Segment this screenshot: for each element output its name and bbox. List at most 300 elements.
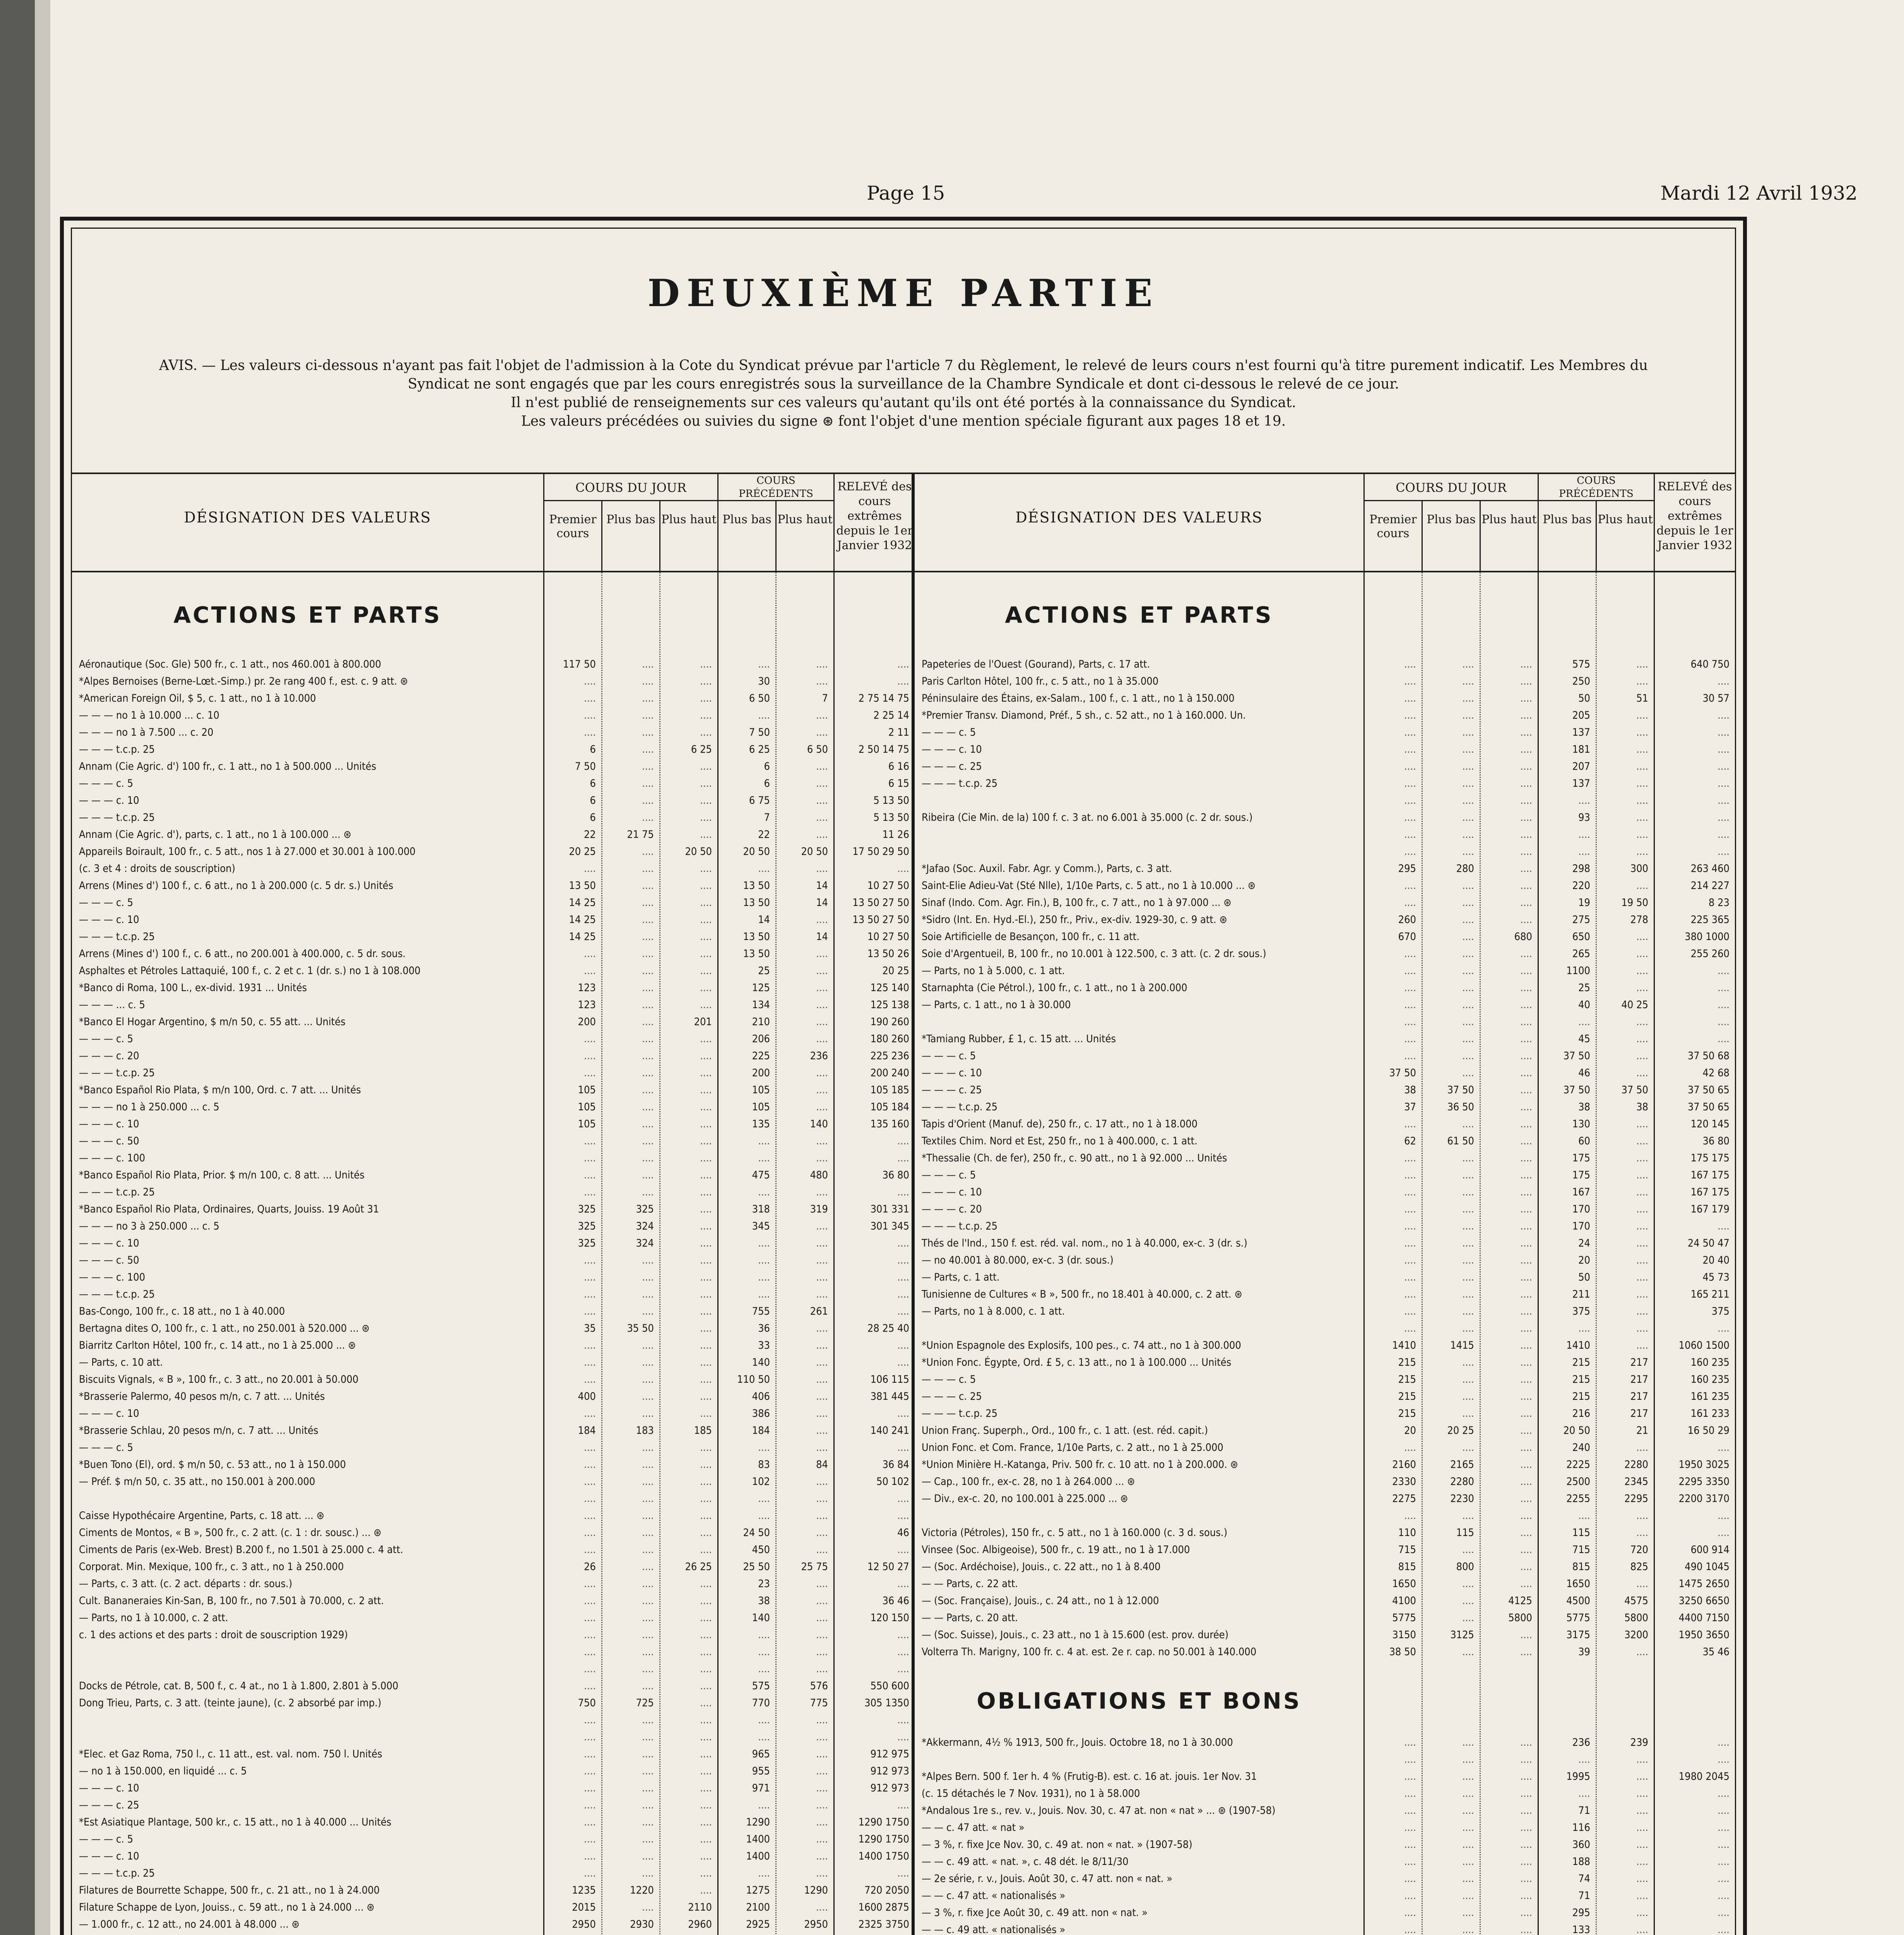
security-name: *Alpes Bernoises (Berne-Lœt.-Simp.) pr. 2e rang 400 f., est. c. 9 att. ⊛ [79,675,408,687]
table-row [72,928,912,945]
price-cell: 130 [1572,1118,1590,1130]
price-cell: 71 [1578,1890,1590,1902]
price-cell: 25 75 [801,1561,828,1573]
price-cell: .... [642,1356,654,1368]
price-cell: .... [1462,829,1474,841]
price-cell: .... [1520,863,1532,875]
price-cell: .... [1636,1169,1648,1181]
price-cell: 236 [810,1050,828,1062]
security-name: — — — t.c.p. 25 [79,1867,155,1879]
releve-cell: .... [1718,1753,1730,1765]
price-cell: .... [642,948,654,960]
price-cell: .... [1520,1805,1532,1817]
price-cell: 7 [764,812,770,824]
price-cell: .... [700,1220,712,1232]
price-cell: 325 [636,1203,654,1215]
releve-cell: .... [897,1578,909,1590]
table-row [72,962,912,979]
security-name: — — c. 49 att. « nat. », c. 48 dét. le 8/11/30 [922,1856,1129,1868]
releve-cell: 2200 3170 [1678,1493,1730,1505]
price-cell: .... [816,1476,828,1488]
price-cell: .... [1636,1067,1648,1079]
price-cell: .... [816,1408,828,1420]
price-cell: .... [584,1033,596,1045]
price-cell: .... [1636,1510,1648,1522]
price-cell: 38 50 [1389,1646,1416,1658]
security-name: — — — c. 10 [79,1237,139,1249]
price-cell: 36 50 [1447,1101,1474,1113]
price-cell: 215 [1398,1356,1416,1368]
security-name: Union Franç. Superph., Ord., 100 fr., c. 1 att. (est. réd. capit.) [922,1425,1208,1437]
price-cell: 2950 [572,1918,596,1930]
price-cell: 33 [758,1339,770,1351]
security-name: Ciments de Paris (ex-Web. Brest) B.200 f., no 1.501 à 25.000 c. 4 att. [79,1544,403,1556]
releve-cell: 106 115 [870,1373,909,1385]
price-cell: .... [1404,1016,1416,1028]
releve-cell: .... [1718,1527,1730,1539]
releve-cell: 161 235 [1690,1390,1730,1402]
security-name: — — — no 1 à 10.000 ... c. 10 [79,709,219,721]
security-name: Ciments de Montos, « B », 500 fr., c. 2 att. (c. 1 : dr. sousc.) ... ⊛ [79,1527,381,1539]
table-row [72,1439,912,1456]
security-name: Annam (Cie Agric. d'), parts, c. 1 att., no 1 à 100.000 ... ⊛ [79,829,352,841]
price-cell: .... [584,692,596,704]
price-cell: 123 [578,999,596,1011]
price-cell: .... [642,1595,654,1607]
price-cell: .... [1520,1442,1532,1454]
price-cell: 225 [752,1050,770,1062]
security-name: — Div., ex-c. 20, no 100.001 à 225.000 ... ⊛ [922,1493,1128,1505]
table-row [72,1848,912,1865]
security-name: — — — c. 10 [922,1067,982,1079]
price-cell: .... [642,795,654,807]
price-cell: .... [1404,1856,1416,1868]
price-cell: 250 [1572,675,1590,687]
price-cell: 2280 [1450,1476,1474,1488]
price-cell: .... [1636,1305,1648,1317]
notice-line: Les valeurs précédées ou suivies du signe ⊛ font l'objet d'une mention spéciale figurant aux pages 18 et 19. [521,413,1286,429]
price-cell: .... [584,1476,596,1488]
price-cell: 1995 [1566,1771,1590,1783]
releve-cell: 301 345 [870,1220,909,1232]
releve-cell: 125 138 [870,999,909,1011]
price-cell: .... [642,1169,654,1181]
price-cell: 2345 [1624,1476,1648,1488]
price-cell: .... [584,675,596,687]
security-name: — — — c. 10 [922,1186,982,1198]
security-name: — — — c. 10 [79,1850,139,1862]
security-name: — 3 %, r. fixe Jce Août 30, c. 49 att. non « nat. » [922,1907,1148,1919]
price-cell: 61 50 [1447,1135,1474,1147]
price-cell: .... [642,743,654,755]
price-cell: 1235 [572,1884,596,1896]
price-cell: .... [1520,999,1532,1011]
price-cell: 74 [1578,1873,1590,1885]
releve-cell: 17 50 29 50 [852,846,909,858]
price-cell: .... [816,965,828,977]
price-cell: 134 [752,999,770,1011]
price-cell: .... [1636,1135,1648,1147]
price-cell: 4125 [1508,1595,1532,1607]
price-cell: 345 [752,1220,770,1232]
price-cell: 2960 [688,1918,712,1930]
price-cell: .... [584,1169,596,1181]
price-cell: 137 [1572,777,1590,789]
price-cell: 236 [1572,1736,1590,1748]
price-cell: .... [1462,999,1474,1011]
price-cell: .... [1578,829,1590,841]
price-cell: .... [1404,675,1416,687]
table-row [915,1099,1735,1116]
price-cell: .... [1520,1033,1532,1045]
releve-cell: 30 57 [1702,692,1730,704]
releve-cell: 10 27 50 [867,880,909,892]
price-cell: .... [1462,948,1474,960]
price-cell: .... [1404,1510,1416,1522]
price-cell: .... [1636,760,1648,772]
price-cell: .... [700,1782,712,1794]
price-cell: .... [642,1118,654,1130]
table-row [72,1082,912,1099]
table-row [72,707,912,724]
price-cell: .... [816,1799,828,1811]
security-name: — — — c. 5 [79,1033,133,1045]
price-cell: 23 [758,1578,770,1590]
releve-cell: .... [1718,1907,1730,1919]
price-cell: .... [700,1765,712,1777]
releve-cell: .... [1718,1736,1730,1748]
price-cell: .... [1404,1442,1416,1454]
price-cell: 175 [1572,1169,1590,1181]
table-row [915,1133,1735,1150]
price-cell: .... [758,1867,770,1879]
table-row [915,724,1735,741]
price-cell: 83 [758,1459,770,1471]
price-cell: .... [700,658,712,670]
price-cell: 19 50 [1621,897,1648,909]
price-cell: .... [584,1578,596,1590]
table-row [72,1797,912,1814]
security-name: Biscuits Vignals, « B », 100 fr., c. 3 att., no 20.001 à 50.000 [79,1373,359,1385]
price-cell: .... [584,709,596,721]
security-name: — — Parts, c. 22 att. [922,1578,1018,1590]
price-cell: .... [642,1186,654,1198]
price-cell: .... [584,1595,596,1607]
price-cell: .... [816,1442,828,1454]
releve-cell: .... [897,1629,909,1641]
table-row [915,758,1735,775]
price-cell: .... [1404,897,1416,909]
price-cell: .... [1462,1237,1474,1249]
price-cell: .... [1462,1169,1474,1181]
price-cell: .... [1462,1771,1474,1783]
price-cell: .... [1636,1288,1648,1300]
releve-cell: 160 235 [1690,1356,1730,1368]
price-cell: .... [1578,1016,1590,1028]
price-cell: .... [642,1510,654,1522]
table-row [72,673,912,690]
table-row [72,1456,912,1473]
price-cell: 200 [752,1067,770,1079]
price-cell: 215 [1398,1408,1416,1420]
table-row [72,1218,912,1235]
security-name: *Premier Transv. Diamond, Préf., 5 sh., c. 52 att., no 1 à 160.000. Un. [922,709,1246,721]
security-name: — 1.000 fr., c. 12 att., no 24.001 à 48.000 ... ⊛ [79,1918,300,1930]
releve-cell: 46 [897,1527,909,1539]
price-cell: 46 [1578,1067,1590,1079]
price-cell: .... [1462,1016,1474,1028]
price-cell: .... [642,863,654,875]
table-row [915,775,1735,792]
releve-cell: 135 160 [870,1118,909,1130]
table-row [915,1904,1735,1921]
price-cell: .... [1462,1612,1474,1624]
section-title-obligations: OBLIGATIONS ET BONS [977,1688,1302,1714]
releve-cell: .... [1718,1033,1730,1045]
price-cell: .... [700,948,712,960]
price-cell: .... [584,1612,596,1624]
prec-plus-haut-header: Plus haut [775,501,833,571]
price-cell: .... [1404,999,1416,1011]
price-cell: .... [1636,675,1648,687]
price-cell: 216 [1572,1408,1590,1420]
releve-cell: 167 175 [1690,1169,1730,1181]
table-row [915,1201,1735,1218]
price-cell: .... [1462,1373,1474,1385]
price-cell: 775 [810,1697,828,1709]
price-cell: 6 [590,812,596,824]
inner-frame [71,228,1736,1935]
releve-cell: 125 140 [870,982,909,994]
price-cell: .... [1404,1822,1416,1834]
price-cell: .... [584,1850,596,1862]
releve-cell: .... [1718,1510,1730,1522]
table-row [72,1099,912,1116]
price-cell: .... [584,1373,596,1385]
price-cell: .... [758,1731,770,1743]
security-name: — — — t.c.p. 25 [79,1067,155,1079]
price-cell: .... [700,1612,712,1624]
security-name: Asphaltes et Pétroles Lattaquié, 100 f., c. 2 et c. 1 (dr. s.) no 1 à 108.000 [79,965,421,977]
price-cell: .... [584,1782,596,1794]
price-cell: .... [1404,1050,1416,1062]
table-row [72,997,912,1014]
table-row [72,1031,912,1048]
security-name: — — — c. 5 [922,1169,976,1181]
table-row [915,997,1735,1014]
price-cell: .... [1404,1237,1416,1249]
table-row [915,962,1735,979]
releve-cell: 28 25 40 [867,1322,909,1334]
price-cell: 406 [752,1390,770,1402]
price-cell: .... [700,1271,712,1283]
price-cell: 755 [752,1305,770,1317]
security-name: — Cap., 100 fr., ex-c. 28, no 1 à 264.000 ... ⊛ [922,1476,1135,1488]
releve-cell: 1950 3650 [1678,1629,1730,1641]
security-name: — Parts, c. 1 att., no 1 à 30.000 [922,999,1071,1011]
table-row [72,911,912,928]
price-cell: 20 25 [1447,1425,1474,1437]
table-row [72,1201,912,1218]
releve-cell: .... [1718,829,1730,841]
price-cell: .... [700,1237,712,1249]
table-row [915,860,1735,877]
price-cell: .... [1520,1459,1532,1471]
releve-cell: 120 150 [870,1612,909,1624]
table-row [72,656,912,673]
price-cell: .... [700,692,712,704]
price-cell: 1400 [746,1833,770,1845]
price-cell: 750 [578,1697,596,1709]
security-name: — — c. 47 att. « nationalisés » [922,1890,1066,1902]
price-cell: .... [1520,743,1532,755]
releve-cell: .... [1718,795,1730,807]
price-cell: 725 [636,1697,654,1709]
price-cell: 720 [1630,1544,1648,1556]
releve-cell: 301 331 [870,1203,909,1215]
price-cell: .... [816,829,828,841]
price-cell: 211 [1572,1288,1590,1300]
price-cell: .... [758,1135,770,1147]
price-cell: 20 [1404,1425,1416,1437]
security-name: — (Soc. Française), Jouis., c. 24 att., no 1 à 12.000 [922,1595,1159,1607]
price-cell: .... [1520,1135,1532,1147]
price-cell: 13 50 [743,931,770,943]
price-cell: .... [584,1339,596,1351]
table-row [72,1048,912,1065]
price-cell: 37 [1404,1101,1416,1113]
price-cell: .... [1404,1805,1416,1817]
price-cell: .... [1462,982,1474,994]
table-row [915,1541,1735,1558]
security-name: — — — c. 20 [922,1203,982,1215]
releve-cell: 20 40 [1702,1254,1730,1266]
releve-cell: .... [897,1544,909,1556]
price-cell: .... [642,1305,654,1317]
price-cell: .... [1462,1510,1474,1522]
table-row [72,1422,912,1439]
security-name: Caisse Hypothécaire Argentine, Parts, c. 18 att. ... ⊛ [79,1510,325,1522]
security-name: Volterra Th. Marigny, 100 fr. c. 4 at. est. 2e r. cap. no 50.001 à 140.000 [922,1646,1257,1658]
price-cell: .... [1462,1544,1474,1556]
security-name: — — — c. 25 [922,1390,982,1402]
security-name: *Alpes Bern. 500 f. 1er h. 4 % (Frutig-B). est. c. 16 at. jouis. 1er Nov. 31 [922,1771,1257,1783]
price-cell: 680 [1514,931,1532,943]
price-cell: 825 [1630,1561,1648,1573]
price-cell: 576 [810,1680,828,1692]
premier-cours-header: Premier cours [543,501,601,571]
releve-cell: 16 50 29 [1687,1425,1730,1437]
security-name: Soie d'Argentueil, B, 100 fr., no 10.001 à 122.500, c. 3 att. (c. 2 dr. sous.) [922,948,1266,960]
price-cell: 125 [752,982,770,994]
price-cell: .... [816,1595,828,1607]
price-cell: .... [1520,1271,1532,1283]
price-cell: .... [816,1527,828,1539]
price-cell: .... [700,1527,712,1539]
price-cell: .... [700,1033,712,1045]
price-cell: .... [700,1799,712,1811]
security-name: Péninsulaire des Étains, ex-Salam., 100 f., c. 1 att., no 1 à 150.000 [922,692,1235,704]
releve-cell: 105 185 [870,1084,909,1096]
price-cell: .... [1636,777,1648,789]
price-cell: 105 [578,1101,596,1113]
price-cell: .... [1520,1288,1532,1300]
security-name: *Andalous 1re s., rev. v., Jouis. Nov. 30, c. 47 at. non « nat » ... ⊛ (1907-58) [922,1805,1276,1817]
price-cell: .... [1636,1050,1648,1062]
price-cell: .... [1462,1890,1474,1902]
price-cell: .... [700,1305,712,1317]
price-cell: .... [1404,692,1416,704]
table-row [72,945,912,962]
releve-cell: 175 175 [1690,1152,1730,1164]
security-name: *Banco di Roma, 100 L., ex-divid. 1931 ... Unités [79,982,307,994]
security-name: (c. 3 et 4 : droits de souscription) [79,863,236,875]
price-cell: .... [1636,1033,1648,1045]
price-cell: .... [642,1527,654,1539]
table-row [915,1405,1735,1422]
security-name: Bertagna dites O, 100 fr., c. 1 att., no 250.001 à 520.000 ... ⊛ [79,1322,370,1334]
price-cell: .... [1520,726,1532,738]
page-binding-edge [35,0,50,1935]
table-row [915,1473,1735,1490]
security-name: Thés de l'Ind., 150 f. est. réd. val. nom., no 1 à 40.000, ex-c. 3 (dr. s.) [922,1237,1247,1249]
price-cell: .... [642,1765,654,1777]
table-row [72,1388,912,1405]
table-row [72,979,912,997]
security-name: (c. 15 détachés le 7 Nov. 1931), no 1 à 58.000 [922,1788,1140,1800]
security-name: — — — no 1 à 250.000 ... c. 5 [79,1101,219,1113]
column-header [915,474,1735,572]
price-cell: .... [642,1901,654,1913]
security-name: Papeteries de l'Ouest (Gourand), Parts, c. 17 att. [922,658,1150,670]
price-cell: .... [1462,1856,1474,1868]
security-name: Ribeira (Cie Min. de la) 100 f. c. 3 at. no 6.001 à 35.000 (c. 2 dr. sous.) [922,812,1253,824]
price-cell: .... [816,760,828,772]
price-cell: 217 [1630,1390,1648,1402]
security-name: Filature Schappe de Lyon, Jouiss., c. 59 att., no 1 à 24.000 ... ⊛ [79,1901,375,1913]
price-cell: 815 [1572,1561,1590,1573]
price-cell: .... [1636,965,1648,977]
security-name: Corporat. Min. Mexique, 100 fr., c. 3 att., no 1 à 250.000 [79,1561,344,1573]
price-cell: .... [1404,777,1416,789]
table-row [915,1218,1735,1235]
security-name: — 2e série, r. v., Jouis. Août 30, c. 47 att. non « nat. » [922,1873,1173,1885]
releve-cell: .... [897,1152,909,1164]
table-row [915,1853,1735,1870]
table-row [915,1048,1735,1065]
releve-cell: 1600 2875 [858,1901,909,1913]
price-cell: .... [584,1867,596,1879]
price-cell: .... [700,1118,712,1130]
security-name: — — — c. 25 [79,1799,139,1811]
releve-cell: 167 179 [1690,1203,1730,1215]
price-cell: .... [816,948,828,960]
security-name: — Parts, c. 3 att. (c. 2 act. départs : dr. sous.) [79,1578,293,1590]
security-name: — — — c. 50 [79,1254,139,1266]
price-cell: .... [1636,1578,1648,1590]
price-cell: .... [816,1867,828,1879]
price-cell: 3150 [1392,1629,1416,1641]
price-cell: 2110 [688,1901,712,1913]
price-cell: 51 [1636,692,1648,704]
security-name: — — — c. 10 [79,795,139,807]
price-cell: .... [1404,829,1416,841]
price-cell: 650 [1572,931,1590,943]
price-cell: .... [816,1271,828,1283]
security-name: — — c. 47 att. « nat » [922,1822,1025,1834]
table-row [915,1371,1735,1388]
price-cell: .... [642,1373,654,1385]
